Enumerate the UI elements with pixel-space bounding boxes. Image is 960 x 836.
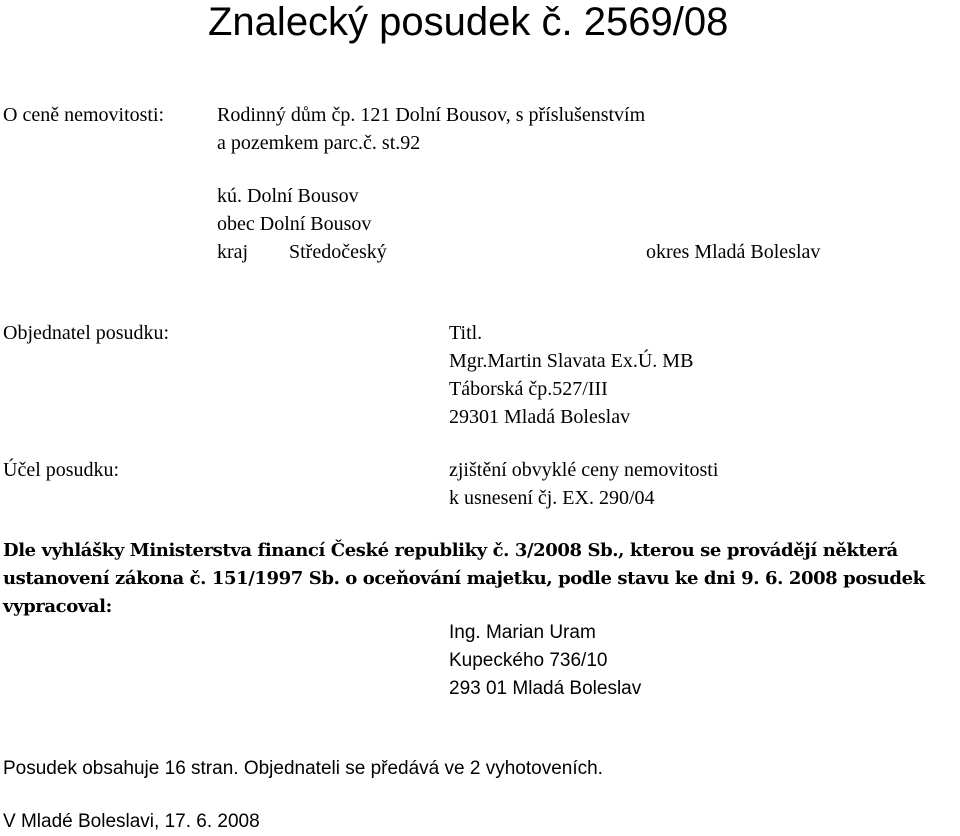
decree-line-1: Dle vyhlášky Ministerstva financí České republiky č. 3/2008 Sb., kterou se provádějí některá xyxy=(3,540,898,561)
purpose-label: Účel posudku: xyxy=(3,459,120,481)
decree-line-3: vypracoval: xyxy=(3,596,112,617)
region-value: Středočeský xyxy=(289,241,387,263)
region-label: kraj xyxy=(217,241,249,263)
author-street: Kupeckého 736/10 xyxy=(449,650,608,671)
place-date: V Mladé Boleslavi, 17. 6. 2008 xyxy=(3,811,260,832)
client-label: Objednatel posudku: xyxy=(3,322,170,344)
district: okres Mladá Boleslav xyxy=(646,241,821,263)
document-title: Znalecký posudek č. 2569/08 xyxy=(208,0,729,44)
valuation-label: O ceně nemovitosti: xyxy=(3,104,165,126)
client-line-1: Titl. xyxy=(449,322,483,344)
valuation-line-1: Rodinný dům čp. 121 Dolní Bousov, s příslušenstvím xyxy=(217,104,646,126)
author-city: 293 01 Mladá Boleslav xyxy=(449,678,642,699)
author-name: Ing. Marian Uram xyxy=(449,622,596,643)
client-line-4: 29301 Mladá Boleslav xyxy=(449,406,631,428)
purpose-line-2: k usnesení čj. EX. 290/04 xyxy=(449,487,655,509)
cadastral-area: kú. Dolní Bousov xyxy=(217,185,359,207)
client-line-3: Táborská čp.527/III xyxy=(449,378,608,400)
pages-note: Posudek obsahuje 16 stran. Objednateli se předává ve 2 vyhotoveních. xyxy=(3,758,603,779)
municipality: obec Dolní Bousov xyxy=(217,213,372,235)
client-line-2: Mgr.Martin Slavata Ex.Ú. MB xyxy=(449,350,694,372)
decree-line-2: ustanovení zákona č. 151/1997 Sb. o oceňování majetku, podle stavu ke dni 9. 6. 2008 posudek xyxy=(3,568,925,589)
valuation-line-2: a pozemkem parc.č. st.92 xyxy=(217,132,421,154)
purpose-line-1: zjištění obvyklé ceny nemovitosti xyxy=(449,459,719,481)
